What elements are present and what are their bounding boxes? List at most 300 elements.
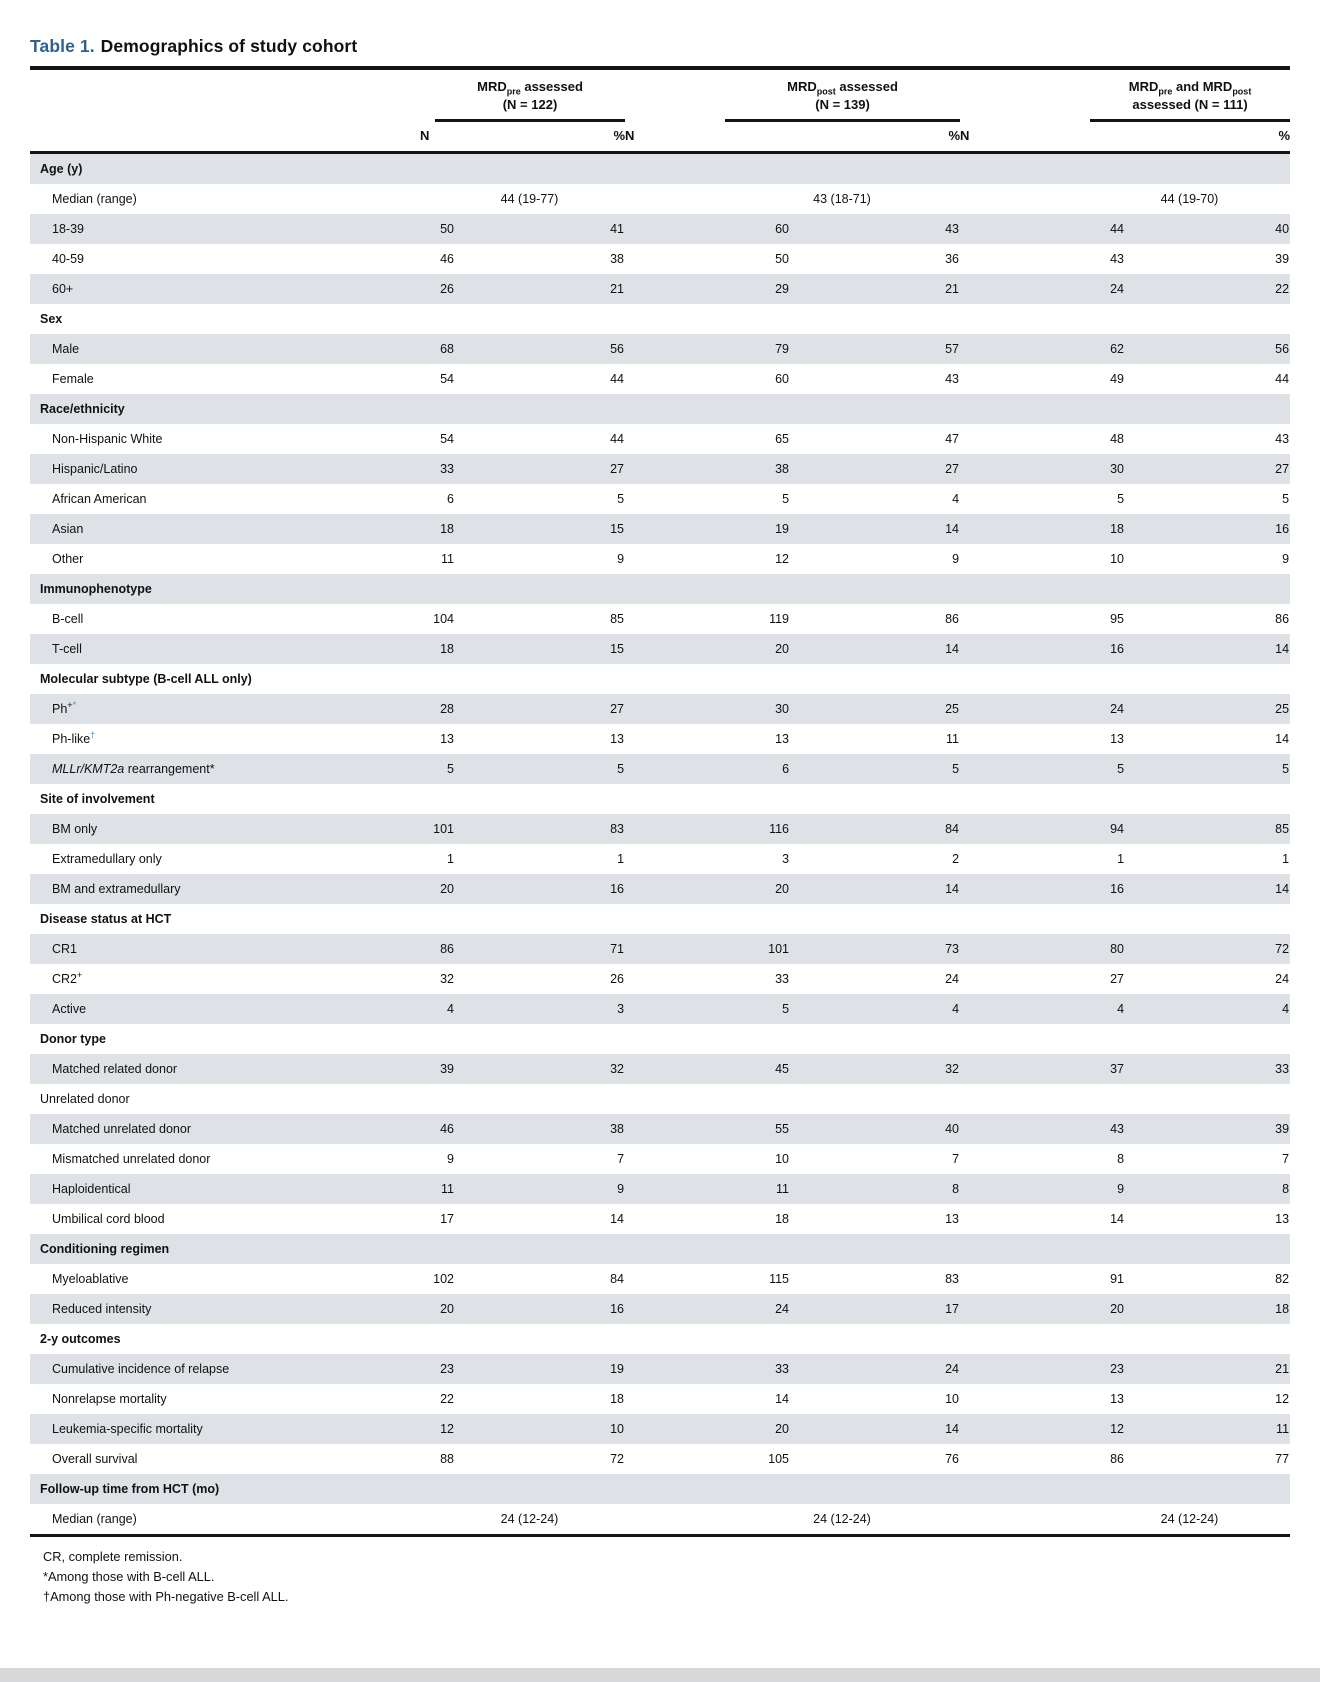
row-label: Reduced intensity <box>52 1302 152 1317</box>
n-value: 14 <box>775 1392 790 1407</box>
n-value: 44 <box>1110 222 1125 237</box>
section-label: Donor type <box>40 1032 106 1047</box>
n-value: 20 <box>440 882 454 897</box>
percent-value: 24 <box>945 1362 960 1377</box>
col-percent-header: % <box>1125 122 1290 153</box>
row-label: Other <box>52 552 84 567</box>
percent-value: 84 <box>610 1272 625 1287</box>
table-row <box>30 1414 1290 1444</box>
section-label: Disease status at HCT <box>40 912 172 927</box>
row-label: Median (range) <box>52 192 137 207</box>
n-value: 13 <box>440 732 454 747</box>
row-label: Matched related donor <box>52 1062 178 1077</box>
percent-value: 5 <box>617 492 625 507</box>
n-value: 20 <box>440 1302 454 1317</box>
table-row <box>30 214 1290 244</box>
n-value: 105 <box>768 1452 790 1467</box>
n-value: 12 <box>1110 1422 1125 1437</box>
n-value: 20 <box>775 642 790 657</box>
percent-value: 8 <box>952 1182 960 1197</box>
n-value: 11 <box>441 1182 454 1197</box>
n-value: 24 <box>1110 282 1125 297</box>
percent-value: 14 <box>945 642 960 657</box>
percent-value: 7 <box>1282 1152 1290 1167</box>
percent-value: 72 <box>1275 942 1290 957</box>
percent-value: 18 <box>1275 1302 1290 1317</box>
n-value: 9 <box>1117 1182 1125 1197</box>
row-label: Overall survival <box>52 1452 138 1467</box>
percent-value: 27 <box>610 702 625 717</box>
table-row <box>30 754 1290 784</box>
n-value: 48 <box>1110 432 1125 447</box>
section-label: Immunophenotype <box>40 582 152 597</box>
table-row <box>30 334 1290 364</box>
row-label: Ph+* <box>52 699 77 717</box>
n-value: 12 <box>775 552 790 567</box>
percent-value: 14 <box>1275 882 1290 897</box>
n-value: 60 <box>775 222 790 237</box>
row-label: Nonrelapse mortality <box>52 1392 167 1407</box>
percent-value: 5 <box>952 762 960 777</box>
col-percent-header: % <box>790 122 960 153</box>
table-row <box>30 484 1290 514</box>
table-row <box>30 844 1290 874</box>
median-value: 44 (19-70) <box>1160 192 1219 207</box>
section-row <box>30 1024 1290 1054</box>
table-row <box>30 1144 1290 1174</box>
percent-value: 38 <box>610 252 625 267</box>
percent-value: 3 <box>617 1002 625 1017</box>
row-label: 60+ <box>52 282 74 297</box>
row-label: Matched unrelated donor <box>52 1122 191 1137</box>
row-label: Mismatched unrelated donor <box>52 1152 211 1167</box>
n-value: 33 <box>775 1362 790 1377</box>
n-value: 22 <box>440 1392 454 1407</box>
n-value: 95 <box>1110 612 1125 627</box>
n-value: 79 <box>775 342 790 357</box>
n-value: 32 <box>440 972 454 987</box>
n-value: 102 <box>433 1272 454 1287</box>
percent-value: 4 <box>1282 1002 1290 1017</box>
n-value: 6 <box>447 492 454 507</box>
percent-value: 40 <box>1275 222 1290 237</box>
n-value: 27 <box>1110 972 1125 987</box>
col-percent-header: % <box>455 122 625 153</box>
column-group-title: $MRD_{pre}$ and $MRD_{post}$ assessed (N = 111) <box>1090 78 1290 122</box>
percent-value: 43 <box>945 372 960 387</box>
percent-value: 71 <box>610 942 625 957</box>
table-number-label: Table 1. <box>30 36 95 56</box>
n-value: 104 <box>433 612 454 627</box>
table-row <box>30 544 1290 574</box>
percent-value: 39 <box>1275 252 1290 267</box>
n-value: 26 <box>440 282 454 297</box>
demographics-table <box>30 70 1290 1537</box>
column-group-header <box>420 70 625 122</box>
percent-value: 27 <box>945 462 960 477</box>
percent-value: 24 <box>945 972 960 987</box>
footnote-line: CR, complete remission. <box>43 1549 183 1565</box>
percent-value: 40 <box>945 1122 960 1137</box>
section-row <box>30 304 1290 334</box>
median-value: 24 (12-24) <box>1160 1512 1219 1527</box>
percent-value: 9 <box>617 552 625 567</box>
percent-value: 44 <box>610 372 625 387</box>
percent-value: 47 <box>945 432 960 447</box>
percent-value: 4 <box>952 492 960 507</box>
percent-value: 56 <box>610 342 625 357</box>
row-label: Haploidentical <box>52 1182 131 1197</box>
percent-value: 11 <box>1276 1422 1290 1437</box>
percent-value: 27 <box>610 462 625 477</box>
n-value: 46 <box>440 1122 454 1137</box>
row-label: Cumulative incidence of relapse <box>52 1362 230 1377</box>
percent-value: 43 <box>1275 432 1290 447</box>
table-row <box>30 694 1290 724</box>
percent-value: 44 <box>610 432 625 447</box>
percent-value: 73 <box>945 942 960 957</box>
n-value: 20 <box>775 882 790 897</box>
n-value: 94 <box>1110 822 1125 837</box>
row-label: Median (range) <box>52 1512 137 1527</box>
table-row <box>30 1384 1290 1414</box>
percent-value: 7 <box>617 1152 625 1167</box>
n-value: 45 <box>775 1062 790 1077</box>
n-value: 18 <box>440 642 454 657</box>
percent-value: 32 <box>945 1062 960 1077</box>
n-percent-header-row <box>30 122 1290 153</box>
n-value: 23 <box>1110 1362 1125 1377</box>
percent-value: 8 <box>1282 1182 1290 1197</box>
column-group-header-row <box>30 70 1290 122</box>
percent-value: 2 <box>952 852 960 867</box>
table-row <box>30 1084 1290 1114</box>
percent-value: 13 <box>610 732 625 747</box>
n-value: 5 <box>782 1002 790 1017</box>
percent-value: 38 <box>610 1122 625 1137</box>
percent-value: 16 <box>610 882 625 897</box>
column-group-header <box>625 70 960 122</box>
percent-value: 86 <box>945 612 960 627</box>
percent-value: 12 <box>1275 1392 1290 1407</box>
percent-value: 22 <box>1275 282 1290 297</box>
percent-value: 5 <box>1282 762 1290 777</box>
n-value: 5 <box>782 492 790 507</box>
n-value: 16 <box>1110 642 1125 657</box>
n-value: 18 <box>1110 522 1125 537</box>
percent-value: 44 <box>1275 372 1290 387</box>
table-body <box>30 153 1290 1536</box>
percent-value: 13 <box>1275 1212 1290 1227</box>
n-value: 91 <box>1110 1272 1125 1287</box>
n-value: 12 <box>440 1422 454 1437</box>
table-row <box>30 724 1290 754</box>
row-label: 40-59 <box>52 252 84 267</box>
percent-value: 27 <box>1275 462 1290 477</box>
percent-value: 18 <box>610 1392 625 1407</box>
percent-value: 41 <box>610 222 625 237</box>
section-row <box>30 664 1290 694</box>
row-label: Leukemia-specific mortality <box>52 1422 203 1437</box>
percent-value: 14 <box>1275 642 1290 657</box>
table-row <box>30 964 1290 994</box>
section-label: Sex <box>40 312 63 327</box>
n-value: 80 <box>1110 942 1125 957</box>
n-value: 4 <box>1117 1002 1125 1017</box>
column-group-header <box>960 70 1290 122</box>
percent-value: 10 <box>945 1392 960 1407</box>
n-value: 8 <box>1117 1152 1125 1167</box>
percent-value: 26 <box>610 972 625 987</box>
percent-value: 85 <box>1275 822 1290 837</box>
n-value: 101 <box>768 942 790 957</box>
percent-value: 56 <box>1275 342 1290 357</box>
n-value: 39 <box>440 1062 454 1077</box>
percent-value: 32 <box>610 1062 625 1077</box>
percent-value: 9 <box>617 1182 625 1197</box>
n-value: 24 <box>1110 702 1125 717</box>
table-row <box>30 274 1290 304</box>
percent-value: 85 <box>610 612 625 627</box>
percent-value: 1 <box>617 852 625 867</box>
col-n-header: N <box>625 122 790 153</box>
row-label: Myeloablative <box>52 1272 129 1287</box>
n-value: 65 <box>775 432 790 447</box>
n-value: 54 <box>440 432 454 447</box>
table-row <box>30 364 1290 394</box>
n-value: 86 <box>1110 1452 1125 1467</box>
row-label: Male <box>52 342 80 357</box>
n-value: 19 <box>775 522 790 537</box>
percent-value: 16 <box>610 1302 625 1317</box>
n-value: 119 <box>769 612 790 627</box>
empty-header-cell <box>30 70 420 122</box>
row-label: Active <box>52 1002 87 1017</box>
section-label: Site of involvement <box>40 792 155 807</box>
percent-value: 76 <box>945 1452 960 1467</box>
table-title <box>30 36 1290 70</box>
section-label: 2-y outcomes <box>40 1332 121 1347</box>
percent-value: 25 <box>1275 702 1290 717</box>
percent-value: 9 <box>1282 552 1290 567</box>
table-title-text: Demographics of study cohort <box>100 36 358 56</box>
n-value: 13 <box>775 732 790 747</box>
row-label: Extramedullary only <box>52 852 162 867</box>
table-row <box>30 1354 1290 1384</box>
median-value: 44 (19-77) <box>500 192 559 207</box>
n-value: 10 <box>1110 552 1125 567</box>
row-label: Non-Hispanic White <box>52 432 163 447</box>
n-value: 68 <box>440 342 454 357</box>
table-row <box>30 1264 1290 1294</box>
n-value: 33 <box>440 462 454 477</box>
percent-value: 21 <box>945 282 960 297</box>
row-label: CR2+ <box>52 969 83 987</box>
page-bottom-bar <box>0 1668 1320 1682</box>
row-label: Female <box>52 372 94 387</box>
n-value: 18 <box>775 1212 790 1227</box>
percent-value: 19 <box>610 1362 625 1377</box>
percent-value: 77 <box>1275 1452 1290 1467</box>
n-value: 20 <box>775 1422 790 1437</box>
table-header <box>30 70 1290 153</box>
row-label: BM only <box>52 822 98 837</box>
n-value: 49 <box>1110 372 1125 387</box>
row-label: Ph-like† <box>52 729 96 747</box>
n-value: 50 <box>440 222 454 237</box>
n-value: 20 <box>1110 1302 1125 1317</box>
table-row <box>30 934 1290 964</box>
percent-value: 1 <box>1282 852 1290 867</box>
n-value: 10 <box>775 1152 790 1167</box>
column-group-title: $MRD_{post}$ assessed (N = 139) <box>725 78 960 122</box>
n-value: 86 <box>440 942 454 957</box>
n-value: 28 <box>440 702 454 717</box>
n-value: 37 <box>1110 1062 1125 1077</box>
percent-value: 17 <box>945 1302 960 1317</box>
n-value: 5 <box>447 762 454 777</box>
footnotes <box>30 1547 1290 1606</box>
n-value: 29 <box>775 282 790 297</box>
table-row <box>30 1444 1290 1474</box>
percent-value: 5 <box>1282 492 1290 507</box>
percent-value: 11 <box>946 732 960 747</box>
n-value: 17 <box>440 1212 454 1227</box>
percent-value: 10 <box>610 1422 625 1437</box>
col-n-header: N <box>420 122 455 153</box>
row-label: African American <box>52 492 147 507</box>
percent-value: 7 <box>952 1152 960 1167</box>
table-row <box>30 244 1290 274</box>
percent-value: 39 <box>1275 1122 1290 1137</box>
n-value: 55 <box>775 1122 790 1137</box>
percent-value: 14 <box>945 1422 960 1437</box>
row-label: B-cell <box>52 612 84 627</box>
row-label: CR1 <box>52 942 78 957</box>
section-label: Follow-up time from HCT (mo) <box>40 1482 220 1497</box>
table-row <box>30 1114 1290 1144</box>
table-row <box>30 1054 1290 1084</box>
percent-value: 14 <box>610 1212 625 1227</box>
n-value: 23 <box>440 1362 454 1377</box>
row-label: Asian <box>52 522 84 537</box>
table-row <box>30 1294 1290 1324</box>
percent-value: 4 <box>952 1002 960 1017</box>
percent-value: 21 <box>1275 1362 1290 1377</box>
percent-value: 82 <box>1275 1272 1290 1287</box>
n-value: 13 <box>1110 732 1125 747</box>
n-value: 1 <box>1117 852 1125 867</box>
percent-value: 15 <box>610 522 625 537</box>
n-value: 38 <box>775 462 790 477</box>
row-label: Hispanic/Latino <box>52 462 138 477</box>
n-value: 5 <box>1117 762 1125 777</box>
section-label: Age (y) <box>40 162 83 177</box>
section-label: Conditioning regimen <box>40 1242 170 1257</box>
table-row <box>30 814 1290 844</box>
percent-value: 86 <box>1275 612 1290 627</box>
table-row <box>30 874 1290 904</box>
n-value: 11 <box>441 552 454 567</box>
col-n-header: N <box>960 122 1125 153</box>
n-value: 60 <box>775 372 790 387</box>
n-value: 33 <box>775 972 790 987</box>
table-row <box>30 994 1290 1024</box>
column-group-title: $MRD_{pre}$ assessed (N = 122) <box>435 78 625 122</box>
section-row <box>30 394 1290 424</box>
table-row <box>30 184 1290 214</box>
section-row <box>30 574 1290 604</box>
percent-value: 14 <box>945 522 960 537</box>
row-label: MLLr/KMT2a rearrangement* <box>52 762 215 777</box>
percent-value: 13 <box>945 1212 960 1227</box>
percent-value: 16 <box>1275 522 1290 537</box>
table-row <box>30 514 1290 544</box>
table-row <box>30 424 1290 454</box>
row-label: T-cell <box>52 642 82 657</box>
percent-value: 43 <box>945 222 960 237</box>
table-row <box>30 604 1290 634</box>
percent-value: 36 <box>945 252 960 267</box>
table-row <box>30 1204 1290 1234</box>
table-row <box>30 1504 1290 1536</box>
section-row <box>30 904 1290 934</box>
n-value: 1 <box>447 852 454 867</box>
table-row <box>30 454 1290 484</box>
section-label: Molecular subtype (B-cell ALL only) <box>40 672 252 687</box>
n-value: 3 <box>782 852 790 867</box>
percent-value: 21 <box>610 282 625 297</box>
n-value: 50 <box>775 252 790 267</box>
row-label: Umbilical cord blood <box>52 1212 165 1227</box>
median-value: 24 (12-24) <box>813 1512 871 1527</box>
subsection-label: Unrelated donor <box>40 1092 130 1107</box>
n-value: 43 <box>1110 1122 1125 1137</box>
percent-value: 72 <box>610 1452 625 1467</box>
footnote-line: *Among those with B-cell ALL. <box>43 1568 215 1584</box>
percent-value: 14 <box>1275 732 1290 747</box>
percent-value: 9 <box>952 552 960 567</box>
n-value: 101 <box>433 822 454 837</box>
n-value: 62 <box>1110 342 1125 357</box>
footnote-line: †Among those with Ph-negative B-cell ALL. <box>43 1588 289 1604</box>
percent-value: 83 <box>610 822 625 837</box>
section-row <box>30 1474 1290 1504</box>
n-value: 4 <box>447 1002 454 1017</box>
n-value: 13 <box>1110 1392 1125 1407</box>
n-value: 43 <box>1110 252 1125 267</box>
section-row <box>30 153 1290 185</box>
n-value: 30 <box>1110 462 1125 477</box>
table-row <box>30 634 1290 664</box>
percent-value: 33 <box>1275 1062 1290 1077</box>
median-value: 43 (18-71) <box>813 192 871 207</box>
n-value: 16 <box>1110 882 1125 897</box>
n-value: 46 <box>440 252 454 267</box>
section-label: Race/ethnicity <box>40 402 125 417</box>
row-label: BM and extramedullary <box>52 882 181 897</box>
section-row <box>30 784 1290 814</box>
n-value: 88 <box>440 1452 454 1467</box>
percent-value: 25 <box>945 702 960 717</box>
table-row <box>30 1174 1290 1204</box>
percent-value: 84 <box>945 822 960 837</box>
percent-value: 15 <box>610 642 625 657</box>
n-value: 6 <box>782 762 790 777</box>
percent-value: 57 <box>945 342 960 357</box>
section-row <box>30 1234 1290 1264</box>
percent-value: 5 <box>617 762 625 777</box>
